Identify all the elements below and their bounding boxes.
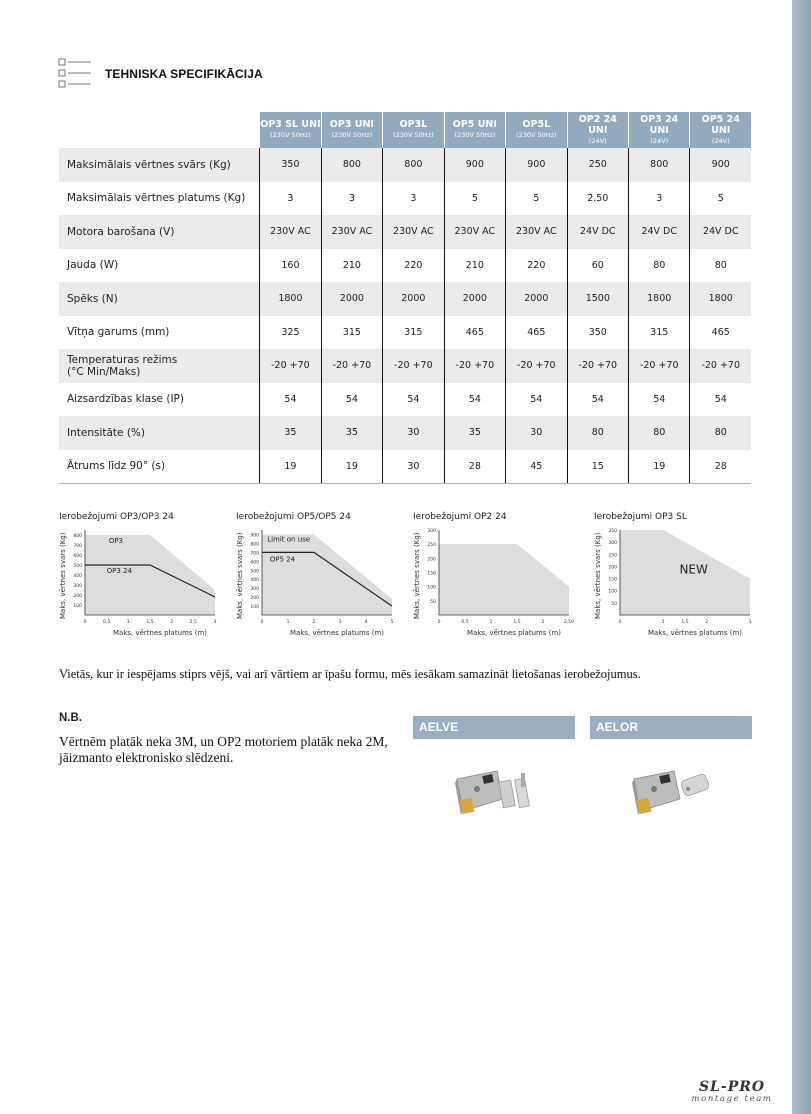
table-cell: 30 xyxy=(506,416,568,450)
table-row xyxy=(59,450,751,484)
y-tick-label: 300 xyxy=(73,584,82,589)
table-cell: 210 xyxy=(444,249,505,283)
column-name: OP3 UNI xyxy=(329,119,374,130)
table-row xyxy=(59,349,751,383)
table-cell: -20 +70 xyxy=(629,349,690,383)
y-tick-label: 600 xyxy=(250,560,259,566)
y-tick-label: 100 xyxy=(250,605,259,611)
chart-plot xyxy=(594,530,760,629)
x-tick-label: 2,5 xyxy=(189,620,197,625)
table-cell: 28 xyxy=(444,450,505,484)
x-axis-label: Maks, vērtnes platums (m) xyxy=(648,629,742,637)
table-cell: 54 xyxy=(690,383,751,417)
x-tick-label: 0 xyxy=(618,620,622,625)
x-tick-label: 0,5 xyxy=(103,620,111,625)
company-logo xyxy=(684,1080,780,1106)
column-header xyxy=(567,112,628,148)
y-tick-label: 500 xyxy=(73,564,82,569)
table-cell: 220 xyxy=(506,249,568,283)
x-tick-label: 3 xyxy=(748,620,752,625)
row-label: Temperaturas režims (°C Min/Maks) xyxy=(59,349,260,383)
table-cell: 35 xyxy=(321,416,382,450)
x-tick-label: 1,5 xyxy=(513,620,521,625)
table-cell: 28 xyxy=(690,450,751,484)
y-tick-label: 800 xyxy=(250,542,259,548)
table-cell: 54 xyxy=(383,383,445,417)
limit-area xyxy=(85,535,215,615)
table-cell: 1500 xyxy=(567,282,628,316)
y-tick-label: 700 xyxy=(73,544,82,549)
table-cell: 465 xyxy=(690,316,751,350)
row-label: Motora barošana (V) xyxy=(59,215,260,249)
column-voltage: (230V 50Hz) xyxy=(331,131,373,139)
y-tick-label: 200 xyxy=(250,596,259,602)
table-cell: 80 xyxy=(690,416,751,450)
y-tick-label: 700 xyxy=(250,551,259,557)
y-axis-label: Maks, vērtnes svars (Kg) xyxy=(59,532,67,619)
table-row xyxy=(59,148,751,182)
chart-annotation: OP3 xyxy=(108,537,124,545)
table-cell: 350 xyxy=(567,316,628,350)
product-name: AELVE xyxy=(413,716,575,739)
table-cell: 325 xyxy=(260,316,321,350)
row-label: Vītņa garums (mm) xyxy=(67,326,170,339)
table-cell: 54 xyxy=(321,383,382,417)
x-tick-label: 2 xyxy=(705,620,709,625)
y-tick-label: 300 xyxy=(250,587,259,593)
spec-table xyxy=(59,112,751,484)
x-tick-label: 5 xyxy=(390,620,394,625)
table-cell: 2000 xyxy=(383,282,445,316)
y-tick-label: 100 xyxy=(73,604,82,609)
column-header xyxy=(690,112,751,148)
chart-title: Ierobežojumi OP3 SL xyxy=(594,512,687,522)
table-cell: 45 xyxy=(506,450,568,484)
table-cell: 19 xyxy=(260,450,321,484)
x-tick-label: 0 xyxy=(83,620,87,625)
table-cell: 35 xyxy=(444,416,505,450)
table-cell: 900 xyxy=(690,148,751,182)
table-row xyxy=(59,416,751,450)
y-tick-label: 250 xyxy=(427,543,436,549)
column-name: OP5 24 UNI xyxy=(701,113,740,136)
y-tick-label: 350 xyxy=(608,529,617,534)
x-axis-label: Maks, vērtnes platums (m) xyxy=(113,629,207,637)
column-voltage: (24V) xyxy=(588,136,607,145)
x-tick-label: 1,5 xyxy=(146,620,154,625)
table-cell: 80 xyxy=(629,249,690,283)
row-label: Maksimālais vērtnes platums (Kg) xyxy=(67,192,246,205)
table-cell: 1800 xyxy=(690,282,751,316)
row-label: Spēks (N) xyxy=(59,282,260,316)
chart-plot xyxy=(59,530,225,629)
table-cell: 230V AC xyxy=(321,215,382,249)
table-cell: 1800 xyxy=(260,282,321,316)
y-tick-label: 100 xyxy=(427,585,436,591)
table-cell: 19 xyxy=(321,450,382,484)
y-axis-label: Maks, vērtnes svars (Kg) xyxy=(413,532,421,619)
nb-text: Vērtnēm platāk neka 3M, un OP2 motoriem platāk neka 2M, jāizmanto elektronisko slēdzeni. xyxy=(59,734,388,765)
y-tick-label: 200 xyxy=(73,594,82,599)
table-cell: 5 xyxy=(690,182,751,216)
y-tick-label: 800 xyxy=(73,534,82,539)
table-cell: 30 xyxy=(383,450,445,484)
column-header xyxy=(506,112,568,148)
row-label: Aizsardzības klase (IP) xyxy=(67,393,184,406)
table-corner xyxy=(59,112,260,148)
nb-title: N.B. xyxy=(59,712,82,724)
limit-area xyxy=(262,534,392,615)
table-cell: 54 xyxy=(506,383,568,417)
table-header-row xyxy=(59,112,751,148)
table-row xyxy=(59,215,751,249)
column-name: OP5L xyxy=(522,119,551,130)
table-cell: 230V AC xyxy=(506,215,568,249)
y-axis-label: Maks, vērtnes svars (Kg) xyxy=(594,532,602,619)
column-voltage: (230V 50Hz) xyxy=(516,131,557,139)
x-tick-label: 1 xyxy=(661,620,665,625)
usage-note: Vietās, kur ir iespējams stiprs vējš, vai arī vārtiem ar īpašu formu, mēs iesākam samazināt lietošanas ierobežojumus. xyxy=(59,667,641,681)
table-cell: 24V DC xyxy=(629,215,690,249)
column-header xyxy=(629,112,690,148)
y-tick-label: 150 xyxy=(427,571,436,577)
column-header xyxy=(260,112,321,148)
y-tick-label: 300 xyxy=(427,529,436,534)
table-cell: 2000 xyxy=(321,282,382,316)
table-cell: 800 xyxy=(383,148,445,182)
right-decorative-bar xyxy=(792,0,811,1114)
row-label: Ātrums līdz 90° (s) xyxy=(59,450,260,484)
table-cell: -20 +70 xyxy=(260,349,321,383)
table-cell: 315 xyxy=(383,316,445,350)
x-tick-label: 0,5 xyxy=(461,620,469,625)
table-cell: 60 xyxy=(567,249,628,283)
table-cell: 2000 xyxy=(444,282,505,316)
table-cell: 250 xyxy=(567,148,628,182)
table-cell: 210 xyxy=(321,249,382,283)
chart-plot xyxy=(413,530,579,629)
y-tick-label: 900 xyxy=(250,533,259,539)
column-voltage: (230V 50Hz) xyxy=(270,131,311,139)
table-cell: 35 xyxy=(260,416,321,450)
table-cell: 2.50 xyxy=(567,182,628,216)
y-tick-label: 100 xyxy=(608,589,617,595)
table-cell: 800 xyxy=(629,148,690,182)
table-body xyxy=(59,148,751,483)
column-name: OP5 UNI xyxy=(452,119,497,130)
table-cell: 900 xyxy=(444,148,505,182)
column-name: OP2 24 UNI xyxy=(578,113,617,136)
table-row xyxy=(59,383,751,417)
y-tick-label: 50 xyxy=(611,601,617,607)
column-header xyxy=(321,112,382,148)
chart-plot xyxy=(236,530,402,629)
table-cell: 900 xyxy=(506,148,568,182)
column-name: OP3L xyxy=(399,119,428,130)
logo-sub: montage team xyxy=(691,1094,773,1104)
chart-annotation: OP5 24 xyxy=(269,555,296,564)
y-tick-label: 400 xyxy=(250,578,259,584)
row-label: Intensitāte (%) xyxy=(59,416,260,450)
chart-annotation: Limit on use xyxy=(267,535,311,544)
column-name: OP3 SL UNI xyxy=(260,119,321,130)
product-aelor xyxy=(590,716,752,839)
table-cell: 54 xyxy=(567,383,628,417)
electric-lock-image xyxy=(590,759,752,839)
table-cell: 1800 xyxy=(629,282,690,316)
table-cell: 15 xyxy=(567,450,628,484)
limit-area xyxy=(439,544,569,615)
table-cell: 3 xyxy=(260,182,321,216)
x-tick-label: 0 xyxy=(437,620,441,625)
table-cell: -20 +70 xyxy=(690,349,751,383)
x-tick-label: 1 xyxy=(286,620,290,625)
electric-lock-image xyxy=(413,759,575,839)
product-aelve xyxy=(413,716,575,839)
column-header xyxy=(383,112,445,148)
table-cell: 80 xyxy=(629,416,690,450)
y-tick-label: 300 xyxy=(608,541,617,547)
page-title: TEHNISKA SPECIFIKĀCIJA xyxy=(105,67,263,81)
y-tick-label: 150 xyxy=(608,577,617,583)
row-label: Maksimālais vērtnes svārs (Kg) xyxy=(59,148,260,182)
table-cell: -20 +70 xyxy=(567,349,628,383)
y-tick-label: 600 xyxy=(73,554,82,559)
logo-main: SL-PRO xyxy=(698,1079,766,1095)
table-cell: 19 xyxy=(629,450,690,484)
x-tick-label: 2 xyxy=(312,620,316,625)
x-axis-label: Maks, vērtnes platums (m) xyxy=(467,629,561,637)
table-cell: 80 xyxy=(690,249,751,283)
table-cell: 3 xyxy=(383,182,445,216)
table-cell: 220 xyxy=(383,249,445,283)
table-row xyxy=(59,282,751,316)
table-cell: 24V DC xyxy=(690,215,751,249)
row-label: Jauda (W) xyxy=(67,259,119,272)
table-cell: 24V DC xyxy=(567,215,628,249)
table-cell: -20 +70 xyxy=(383,349,445,383)
table-cell: 2000 xyxy=(506,282,568,316)
x-axis-label: Maks, vērtnes platums (m) xyxy=(290,629,384,637)
table-cell: 54 xyxy=(444,383,505,417)
table-cell: 315 xyxy=(321,316,382,350)
table-cell: 5 xyxy=(506,182,568,216)
table-cell: 465 xyxy=(444,316,505,350)
y-tick-label: 400 xyxy=(73,574,82,579)
table-row xyxy=(59,249,751,283)
x-tick-label: 4 xyxy=(364,620,368,625)
chart-annotation: NEW xyxy=(679,562,708,577)
chart-title: Ierobežojumi OP5/OP5 24 xyxy=(236,512,351,522)
y-tick-label: 250 xyxy=(608,553,617,559)
y-tick-label: 200 xyxy=(608,565,617,571)
table-cell: 350 xyxy=(260,148,321,182)
x-tick-label: 3 xyxy=(213,620,217,625)
chart-title: Ierobežojumi OP2 24 xyxy=(413,512,507,522)
list-icon xyxy=(58,58,92,88)
x-tick-label: 3 xyxy=(338,620,342,625)
table-cell: 230V AC xyxy=(260,215,321,249)
table-cell: 30 xyxy=(383,416,445,450)
table-cell: 465 xyxy=(506,316,568,350)
table-cell: 230V AC xyxy=(444,215,505,249)
column-voltage: (230V 50Hz) xyxy=(454,131,496,139)
table-cell: -20 +70 xyxy=(506,349,568,383)
x-tick-label: 2 xyxy=(170,620,174,625)
x-tick-label: 1,5 xyxy=(681,620,689,625)
y-tick-label: 500 xyxy=(250,569,259,575)
table-cell: 5 xyxy=(444,182,505,216)
x-tick-label: 0 xyxy=(260,620,264,625)
y-tick-label: 50 xyxy=(430,599,436,605)
table-cell: 315 xyxy=(629,316,690,350)
table-row xyxy=(59,316,751,350)
table-row xyxy=(59,182,751,216)
x-tick-label: 2,50 xyxy=(563,620,575,625)
table-cell: 3 xyxy=(321,182,382,216)
table-cell: 80 xyxy=(567,416,628,450)
column-header xyxy=(444,112,505,148)
column-voltage: (230V 50Hz) xyxy=(393,131,434,139)
table-cell: 54 xyxy=(260,383,321,417)
x-tick-label: 1 xyxy=(489,620,493,625)
product-name: AELOR xyxy=(590,716,752,739)
table-cell: 230V AC xyxy=(383,215,445,249)
table-cell: 800 xyxy=(321,148,382,182)
x-tick-label: 2 xyxy=(541,620,545,625)
column-voltage: (24V) xyxy=(711,136,730,145)
column-name: OP3 24 UNI xyxy=(640,113,679,136)
column-voltage: (24V) xyxy=(650,136,669,145)
x-tick-label: 1 xyxy=(126,620,130,625)
table-cell: 160 xyxy=(260,249,321,283)
table-cell: 3 xyxy=(629,182,690,216)
table-cell: 54 xyxy=(629,383,690,417)
chart-title: Ierobežojumi OP3/OP3 24 xyxy=(59,512,174,522)
chart-annotation: OP3 24 xyxy=(106,567,132,575)
table-cell: -20 +70 xyxy=(444,349,505,383)
table-cell: -20 +70 xyxy=(321,349,382,383)
y-axis-label: Maks, vērtnes svars (Kg) xyxy=(236,532,244,619)
y-tick-label: 200 xyxy=(427,557,436,563)
